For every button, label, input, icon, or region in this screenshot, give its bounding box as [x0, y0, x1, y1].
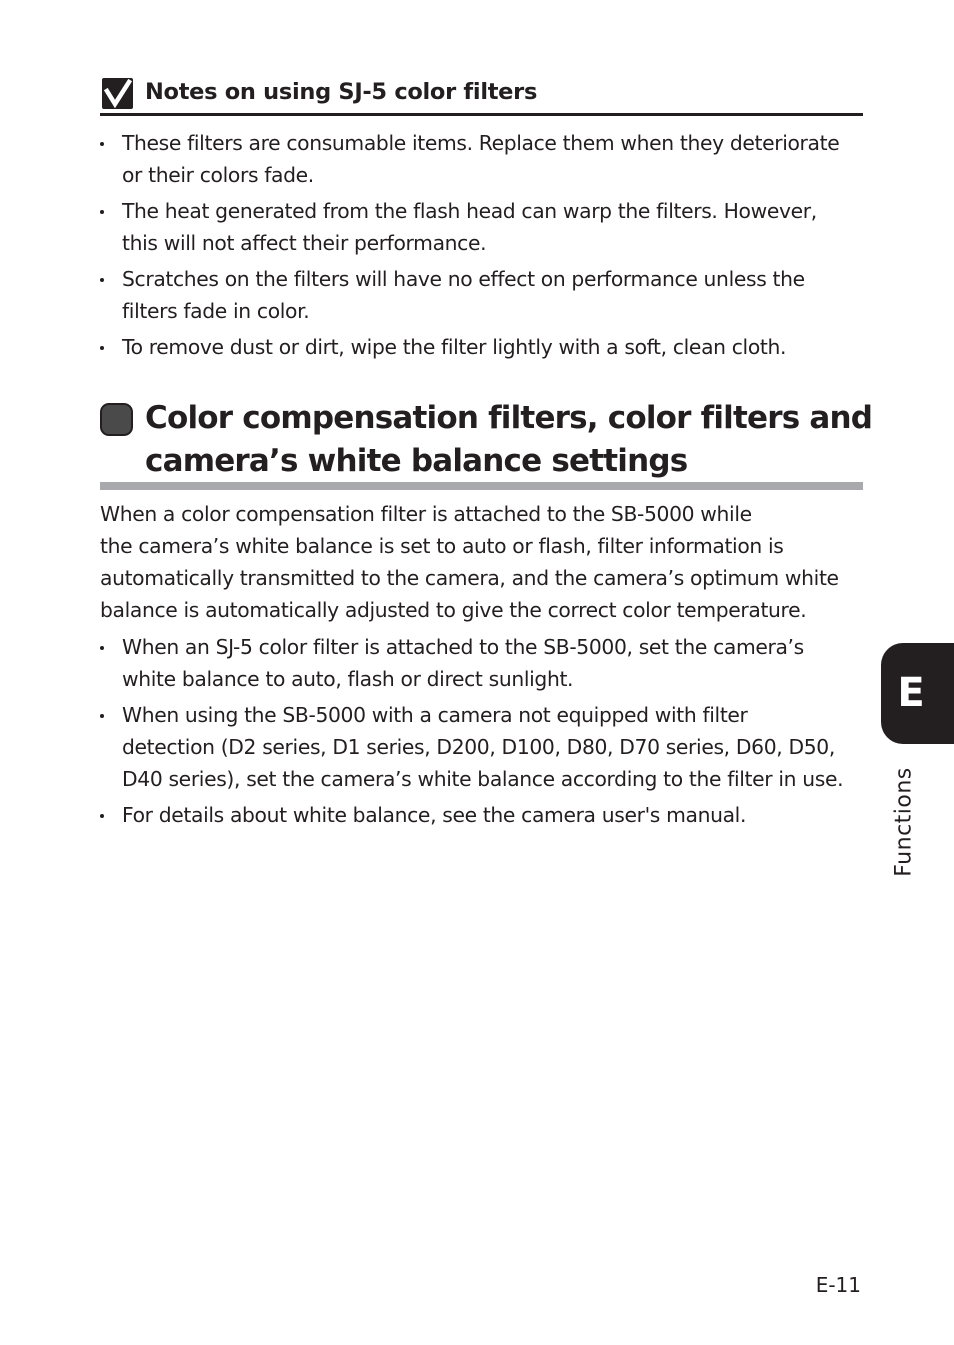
section-title-line: Color compensation filters, color filters and [145, 400, 873, 436]
bullet-icon [100, 646, 104, 650]
list-item [100, 127, 865, 191]
list-item-line: When using the SB-5000 with a camera not equipped with filter [122, 703, 748, 727]
chapter-tab [881, 643, 954, 744]
notes-heading [100, 76, 863, 116]
bullet-icon [100, 346, 104, 350]
bullet-icon [100, 210, 104, 214]
chapter-tab-letter: E [897, 670, 925, 716]
list-item [100, 699, 865, 795]
paragraph-line: automatically transmitted to the camera, and the camera’s optimum white [100, 566, 839, 590]
list-item-line: These filters are consumable items. Replace them when they deteriorate [122, 131, 840, 155]
list-item [100, 799, 865, 831]
section-title [145, 397, 872, 483]
section-list [100, 631, 865, 831]
paragraph-line: balance is automatically adjusted to give the correct color temperature. [100, 598, 807, 622]
chapter-label: Functions [891, 767, 917, 877]
list-item-line: To remove dust or dirt, wipe the filter lightly with a soft, clean cloth. [122, 335, 787, 359]
paragraph-line: the camera’s white balance is set to auto or flash, filter information is [100, 534, 784, 558]
notes-title: Notes on using SJ-5 color filters [145, 79, 538, 105]
list-item-line: When an SJ-5 color filter is attached to the SB-5000, set the camera’s [122, 635, 804, 659]
intro-paragraph [100, 498, 865, 626]
list-item-line: white balance to auto, flash or direct sunlight. [122, 667, 574, 691]
notes-list [100, 127, 865, 363]
list-item [100, 263, 865, 327]
bullet-icon [100, 814, 104, 818]
list-item-line: detection (D2 series, D1 series, D200, D100, D80, D70 series, D60, D50, [122, 735, 835, 759]
paragraph-line: When a color compensation filter is attached to the SB-5000 while [100, 502, 752, 526]
checkmark-icon [102, 78, 133, 109]
page-number: E-11 [815, 1273, 861, 1297]
section-title-line: camera’s white balance settings [145, 443, 688, 479]
list-item [100, 331, 865, 363]
section-marker-icon [100, 403, 133, 436]
list-item-line: The heat generated from the flash head can warp the filters. However, [122, 199, 817, 223]
list-item-line: Scratches on the filters will have no effect on performance unless the [122, 267, 805, 291]
section-divider [100, 482, 863, 490]
bullet-icon [100, 714, 104, 718]
list-item-line: For details about white balance, see the camera user's manual. [122, 803, 747, 827]
list-item [100, 195, 865, 259]
list-item [100, 631, 865, 695]
list-item-line: this will not affect their performance. [122, 231, 487, 255]
list-item-line: filters fade in color. [122, 299, 310, 323]
list-item-line: or their colors fade. [122, 163, 314, 187]
bullet-icon [100, 278, 104, 282]
list-item-line: D40 series), set the camera’s white balance according to the filter in use. [122, 767, 844, 791]
bullet-icon [100, 142, 104, 146]
